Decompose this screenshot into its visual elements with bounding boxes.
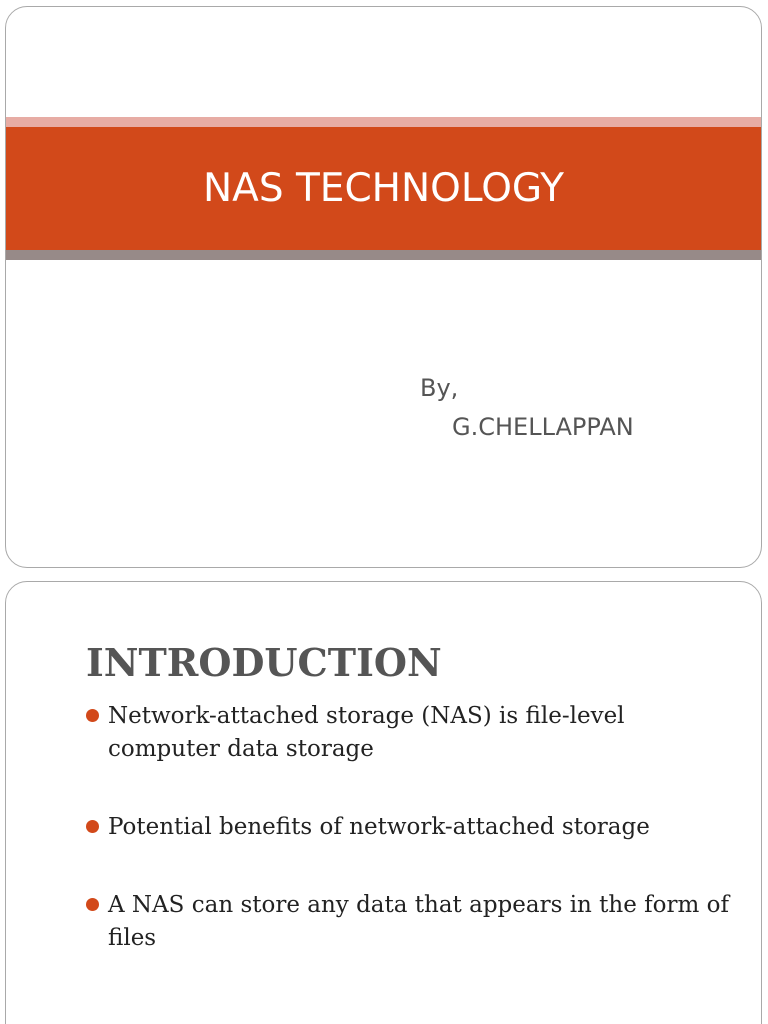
bullet-list bbox=[84, 700, 734, 955]
title-slide bbox=[5, 6, 762, 568]
list-item bbox=[84, 811, 734, 844]
author-name: G.CHELLAPPAN bbox=[452, 413, 634, 441]
introduction-slide bbox=[5, 581, 762, 1024]
byline bbox=[420, 369, 634, 447]
list-item bbox=[84, 700, 734, 766]
bullet-text: Potential benefits of network-attached storage bbox=[108, 814, 650, 840]
title-band-top-stripe bbox=[6, 117, 761, 127]
bullet-dot-icon bbox=[86, 898, 99, 911]
bullet-dot-icon bbox=[86, 820, 99, 833]
title-band-bottom-stripe bbox=[6, 250, 761, 260]
section-heading: INTRODUCTION bbox=[86, 640, 442, 685]
bullet-text: Network-attached storage (NAS) is file-level computer data storage bbox=[108, 703, 625, 762]
slide-title: NAS TECHNOLOGY bbox=[202, 166, 565, 211]
bullet-dot-icon bbox=[86, 709, 99, 722]
by-label: By, bbox=[420, 374, 459, 402]
bullet-text: A NAS can store any data that appears in the form of files bbox=[108, 892, 729, 951]
list-item bbox=[84, 889, 734, 955]
